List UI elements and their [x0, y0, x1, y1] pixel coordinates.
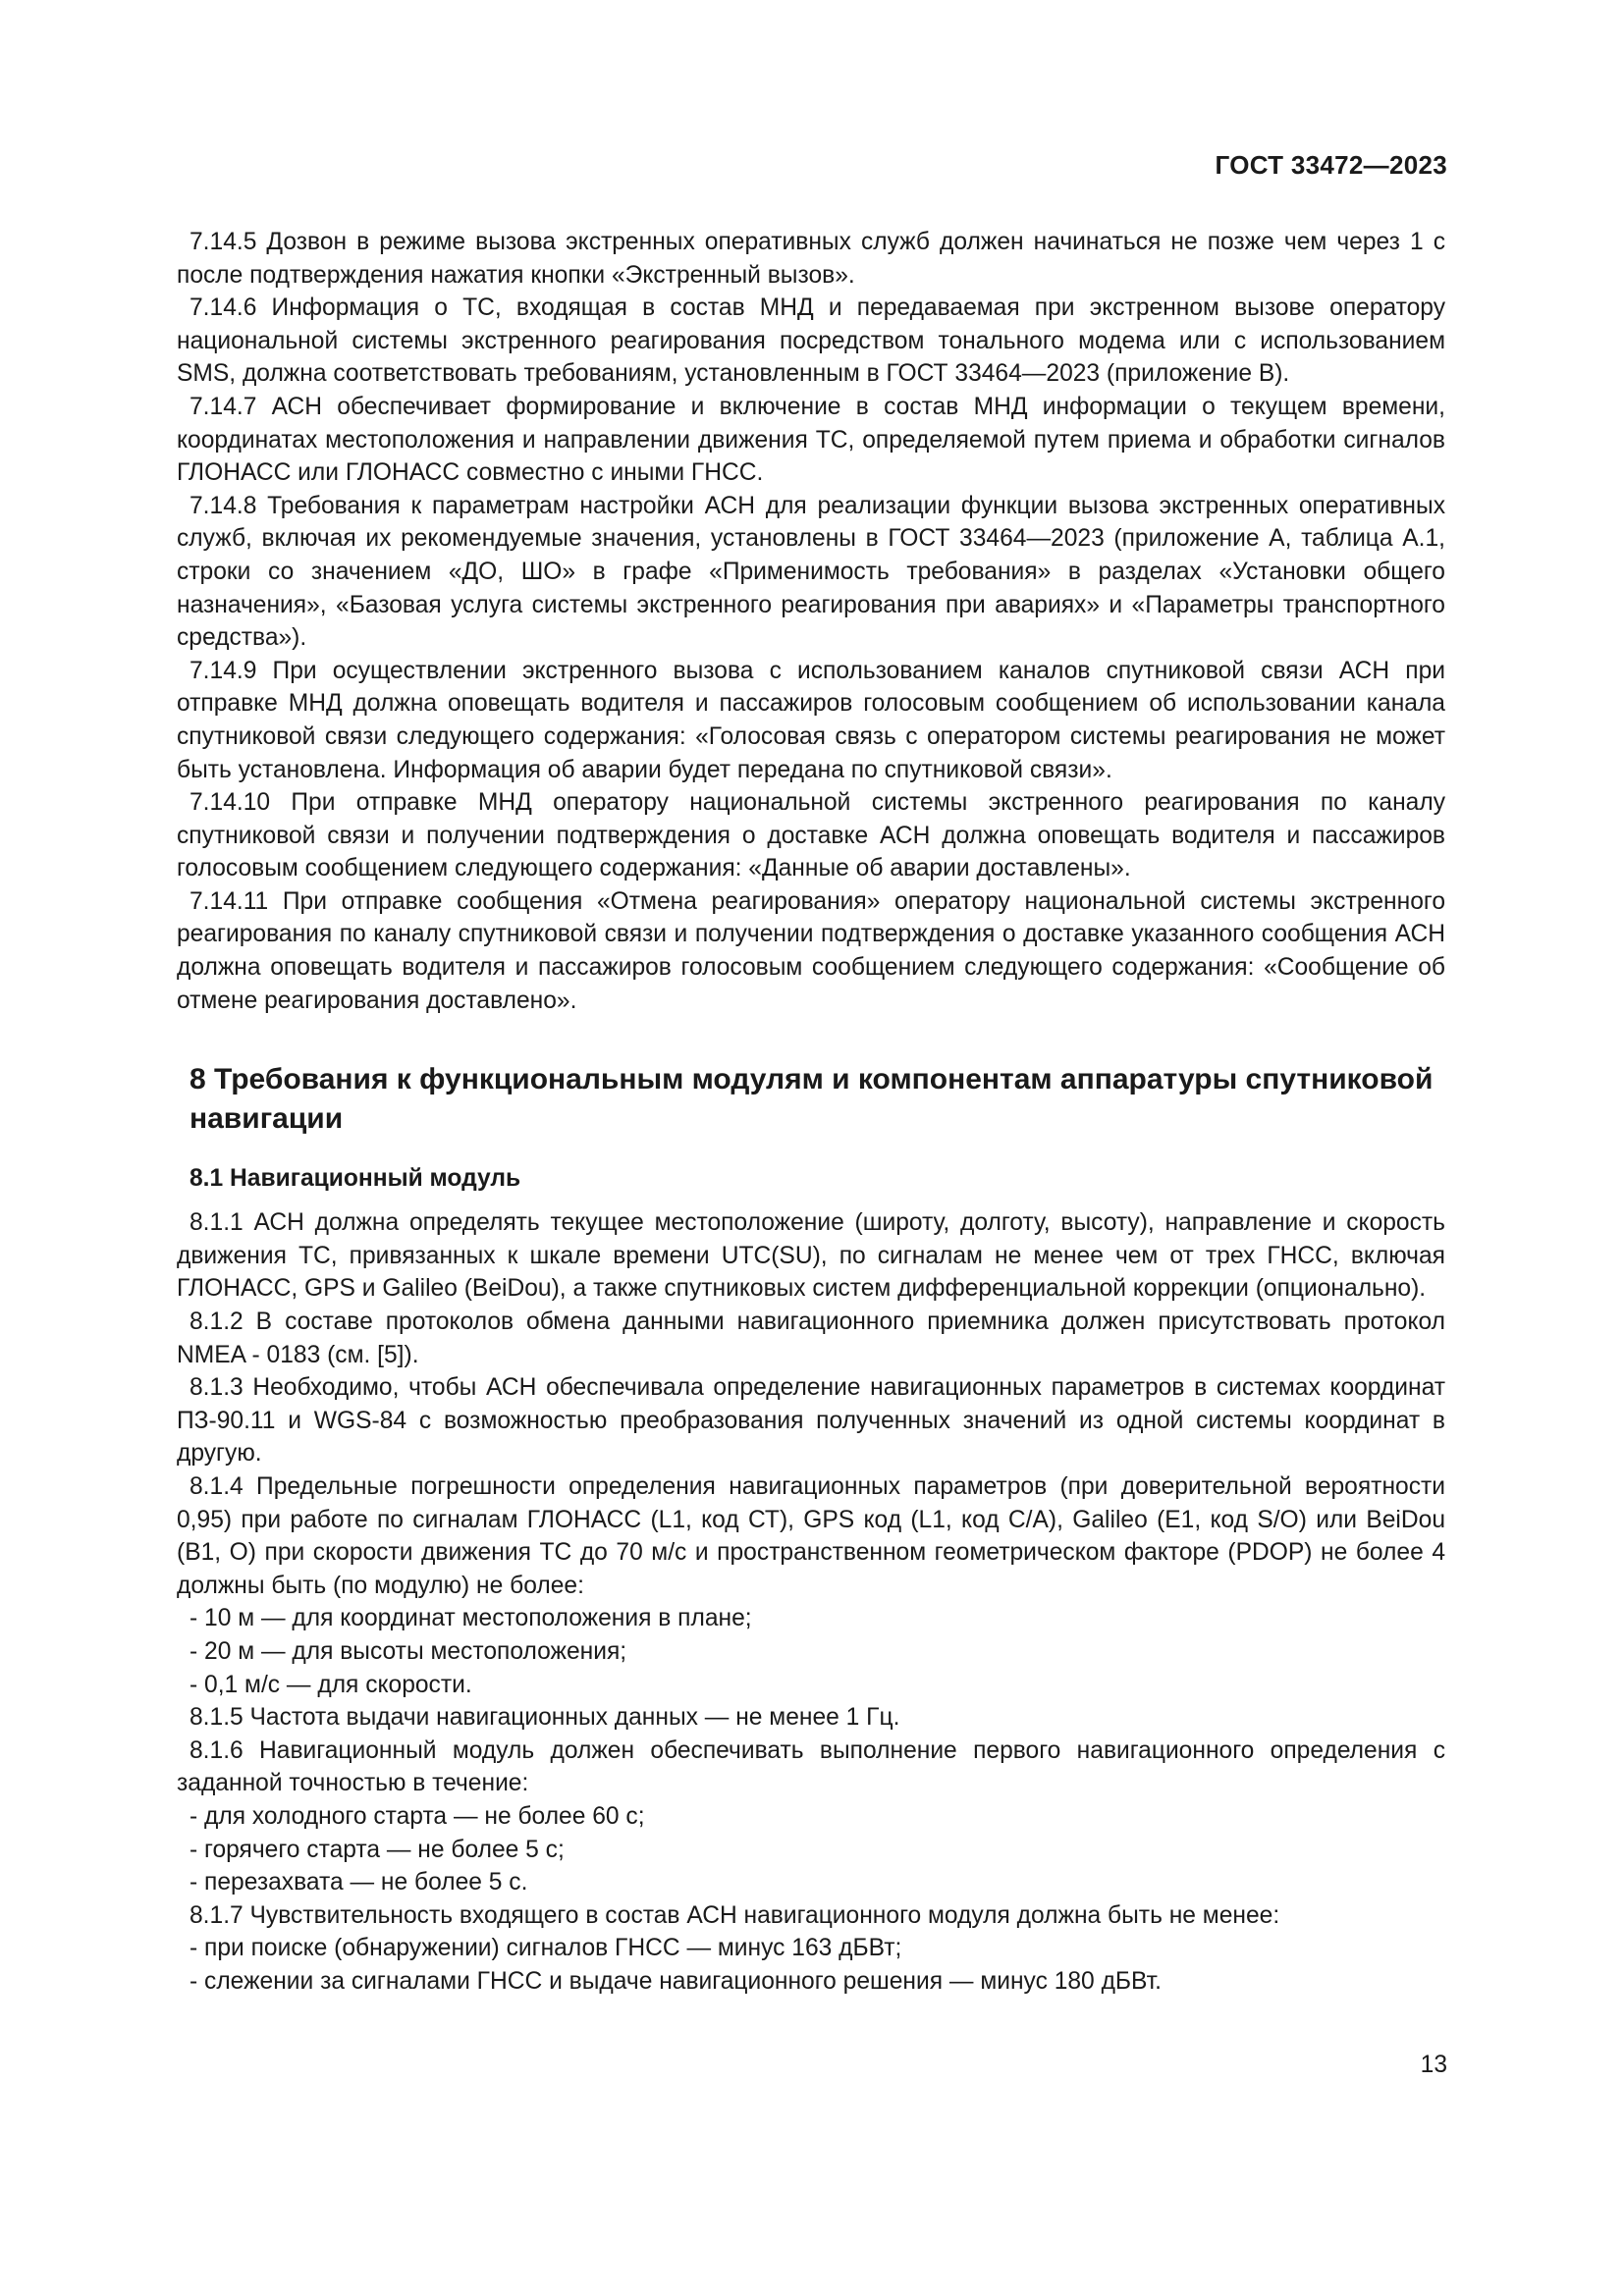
list-item: - слежении за сигналами ГНСС и выдаче навигационного решения — минус 180 дБВт.	[189, 1967, 1163, 1995]
list-item: - 0,1 м/с — для скорости.	[189, 1671, 472, 1698]
page-body	[177, 226, 1445, 1999]
list-item: - при поиске (обнаружении) сигналов ГНСС — минус 163 дБВт;	[189, 1935, 902, 1962]
paragraph-7-14-9: 7.14.9 При осуществлении экстренного вызова с использованием каналов спутниковой связи АСН при отправке МНД должна оповещать водителя и пассажиров голосовым сообщением об использовании канала спутниковой связи следующего содержания: «Голосовая связь с оператором системы реагирования не может быть установлена. Информация об аварии будет передана по спутниковой связи».	[177, 657, 1445, 783]
paragraph-7-14-10: 7.14.10 При отправке МНД оператору национальной системы экстренного реагирования по каналу спутниковой связи и получении подтверждения о доставке АСН должна оповещать водителя и пассажиров голосовым сообщением следующего содержания: «Данные об аварии доставлены».	[177, 789, 1445, 882]
paragraph-8-1-2: 8.1.2 В составе протоколов обмена данными навигационного приемника должен присутствовать протокол NMEA - 0183 (см. [5]).	[177, 1308, 1445, 1368]
paragraph-8-1-5: 8.1.5 Частота выдачи навигационных данных — не менее 1 Гц.	[189, 1704, 900, 1732]
paragraph-8-1-6: 8.1.6 Навигационный модуль должен обеспечивать выполнение первого навигационного определения с заданной точностью в течение:	[177, 1736, 1445, 1797]
page-number: 13	[1420, 2052, 1447, 2078]
paragraph-7-14-8: 7.14.8 Требования к параметрам настройки АСН для реализации функции вызова экстренных оперативных служб, включая их рекомендуемые значения, установлены в ГОСТ 33464—2023 (приложение А, таблица А.1, строки со значением «ДО, ШО» в графе «Применимость требования» в разделах «Установки общего назначения», «Базовая услуга системы экстренного реагирования при авариях» и «Параметры транспортного средства»).	[177, 492, 1445, 652]
paragraph-8-1-4: 8.1.4 Предельные погрешности определения навигационных параметров (при доверительной вероятности 0,95) при работе по сигналам ГЛОНАСС (L1, код СТ), GPS код (L1, код C/A), Galileo (E1, код S/O) или BeiDou (B1, O) при скорости движения ТС до 70 м/с и пространственном геометрическом факторе (PDOP) не более 4 должны быть (по модулю) не более:	[177, 1473, 1445, 1599]
paragraph-7-14-11: 7.14.11 При отправке сообщения «Отмена реагирования» оператору национальной системы экстренного реагирования по каналу спутниковой связи и получении подтверждения о доставке указанного сообщения АСН должна оповещать водителя и пассажиров голосовым сообщением следующего содержания: «Сообщение об отмене реагирования доставлено».	[177, 887, 1445, 1014]
document-code: ГОСТ 33472—2023	[1215, 150, 1447, 180]
paragraph-7-14-7: 7.14.7 АСН обеспечивает формирование и включение в состав МНД информации о текущем времени, координатах местоположения и направлении движения ТС, определяемой путем приема и обработки сигналов ГЛОНАСС или ГЛОНАСС совместно с иными ГНСС.	[177, 393, 1445, 487]
subsection-8-1-title: 8.1 Навигационный модуль	[189, 1165, 521, 1193]
paragraph-7-14-6: 7.14.6 Информация о ТС, входящая в состав МНД и передаваемая при экстренном вызове оператору национальной системы экстренного реагирования посредством тонального модема или с использованием SMS, должна соответствовать требованиям, установленным в ГОСТ 33464—2023 (приложение В).	[177, 294, 1445, 388]
section-8-title: 8 Требования к функциональным модулям и компонентам аппаратуры спутниковой навигации	[189, 1063, 1434, 1136]
list-item: - 10 м — для координат местоположения в плане;	[189, 1605, 752, 1632]
list-item: - для холодного старта — не более 60 с;	[189, 1802, 645, 1830]
paragraph-8-1-7: 8.1.7 Чувствительность входящего в состав АСН навигационного модуля должна быть не менее:	[189, 1901, 1280, 1929]
paragraph-8-1-3: 8.1.3 Необходимо, чтобы АСН обеспечивала определение навигационных параметров в системах координат ПЗ-90.11 и WGS-84 с возможностью преобразования полученных значений из одной системы координат в другую.	[177, 1374, 1445, 1468]
list-item: - 20 м — для высоты местоположения;	[189, 1637, 627, 1665]
list-item: - перезахвата — не более 5 с.	[189, 1869, 528, 1896]
paragraph-7-14-5: 7.14.5 Дозвон в режиме вызова экстренных оперативных служб должен начинаться не позже чем через 1 с после подтверждения нажатия кнопки «Экстренный вызов».	[177, 229, 1445, 289]
list-item: - горячего старта — не более 5 с;	[189, 1836, 565, 1863]
paragraph-8-1-1: 8.1.1 АСН должна определять текущее местоположение (широту, долготу, высоту), направление и скорость движения ТС, привязанных к шкале времени UTC(SU), по сигналам не менее чем от трех ГНСС, включая ГЛОНАСС, GPS и Galileo (BeiDou), а также спутниковых систем дифференциальной коррекции (опционально).	[177, 1209, 1445, 1303]
